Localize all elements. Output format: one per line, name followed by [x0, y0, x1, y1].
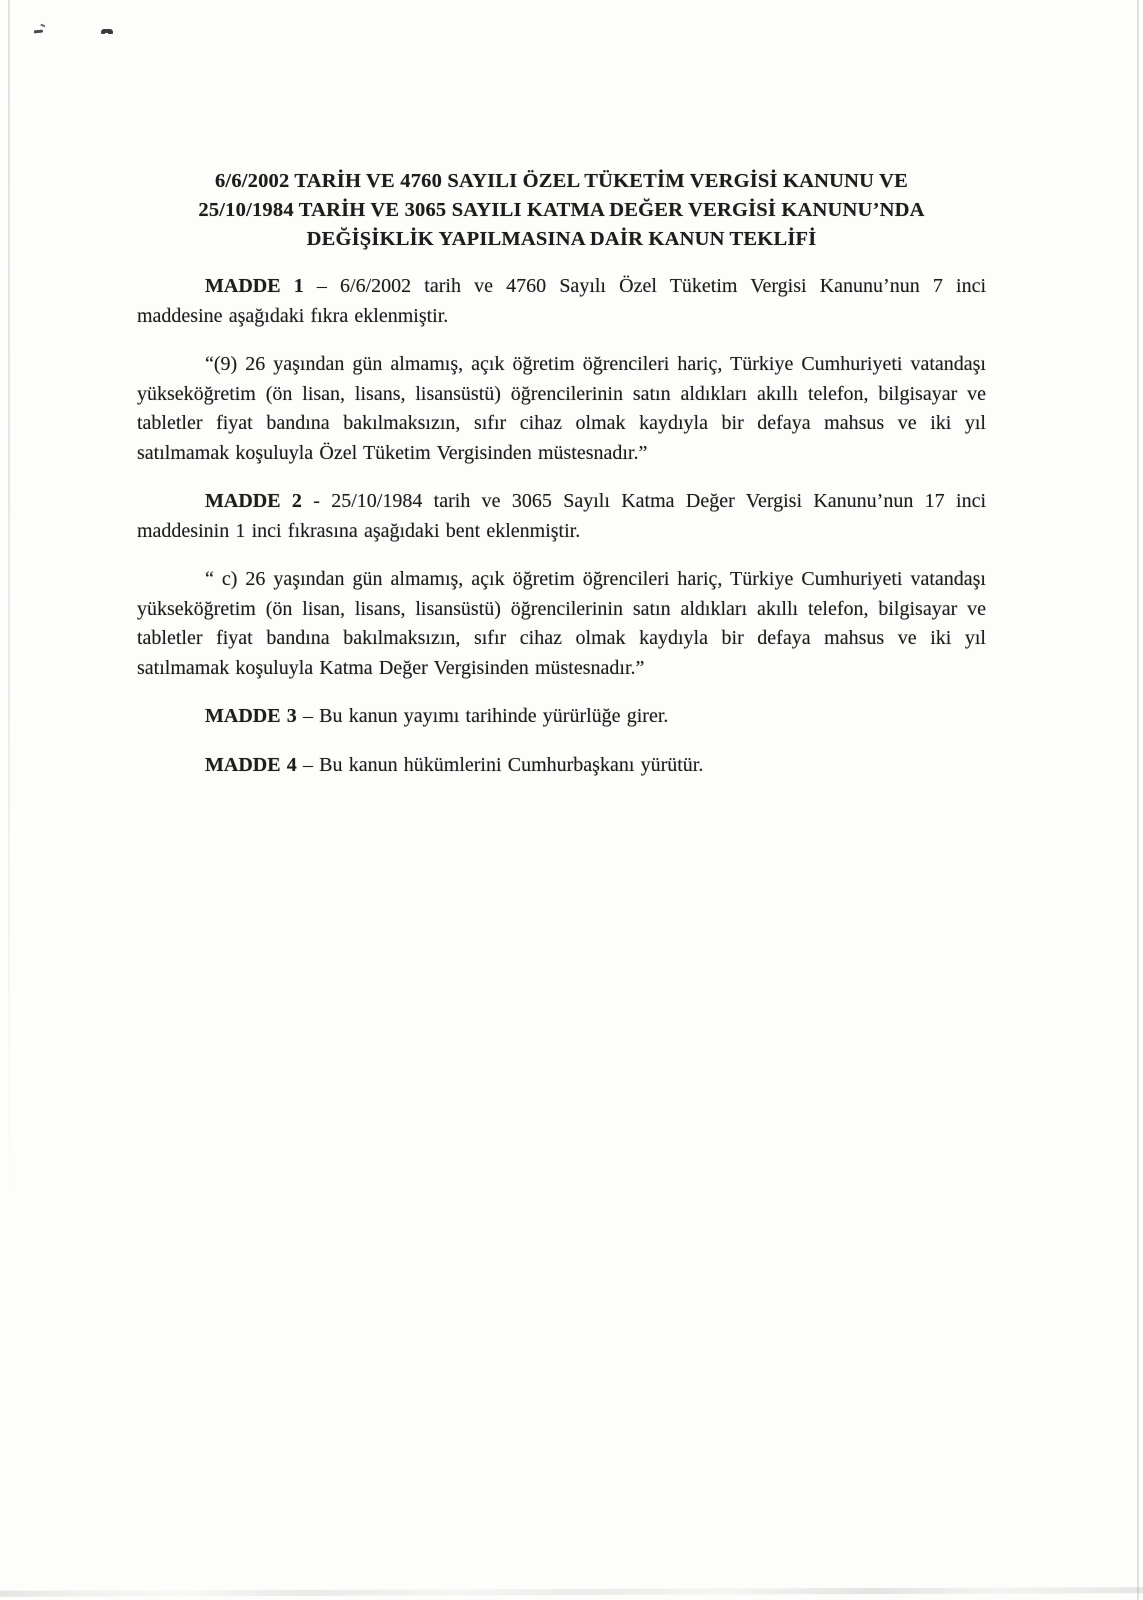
article-madde-2-text: - 25/10/1984 tarih ve 3065 Sayılı Katma Değer Vergisi Kanunu’nun 17 inci maddesinin 1 inci fıkrasına aşağıdaki bent eklenmiştir.: [137, 490, 986, 542]
title-line-1: 6/6/2002 TARİH VE 4760 SAYILI ÖZEL TÜKETİM VERGİSİ KANUNU VE: [214, 170, 909, 192]
document-body: [137, 167, 986, 799]
article-madde-4: [137, 751, 986, 781]
article-madde-2: [137, 487, 986, 546]
title-line-3: DEĞİŞİKLİK YAPILMASINA DAİR KANUN TEKLİFİ: [306, 228, 817, 250]
quoted-provision-kdv-text: “ c) 26 yaşından gün almamış, açık öğretim öğrencileri hariç, Türkiye Cumhuriyeti vatandaşı yükseköğretim (ön lisan, lisans, lisansüstü) öğrencilerinin satın aldıkları akıllı telefon, bilgisayar ve tabletler fiyat bandına bakılmaksızın, sıfır cihaz olmak kaydıyla bir defaya mahsus ve iki yıl satılmamak koşuluyla Katma Değer Vergisinden müstesnadır.”: [137, 568, 986, 679]
scan-speck-artifact: [34, 30, 43, 34]
article-madde-3-text: – Bu kanun yayımı tarihinde yürürlüğe girer.: [296, 705, 669, 727]
article-madde-1-label: MADDE 1: [205, 275, 304, 297]
quoted-provision-otv: [137, 350, 986, 468]
article-madde-3-label: MADDE 3: [205, 705, 297, 727]
article-madde-1-text: – 6/6/2002 tarih ve 4760 Sayılı Özel Tüketim Vergisi Kanunu’nun 7 inci maddesine aşağıdaki fıkra eklenmiştir.: [137, 275, 987, 327]
article-madde-2-label: MADDE 2: [205, 490, 302, 512]
article-madde-4-text: – Bu kanun hükümlerini Cumhurbaşkanı yürütür.: [296, 753, 704, 776]
scan-edge-shadow-right: [1137, 0, 1139, 1600]
quoted-provision-otv-text: “(9) 26 yaşından gün almamış, açık öğretim öğrencileri hariç, Türkiye Cumhuriyeti vatandaşı yükseköğretim (ön lisan, lisans, lisansüstü) öğrencilerinin satın aldıkları akıllı telefon, bilgisayar ve tabletler fiyat bandına bakılmaksızın, sıfır cihaz olmak kaydıyla bir defaya mahsus ve iki yıl satılmamak koşuluyla Özel Tüketim Vergisinden müstesnadır.”: [137, 353, 986, 464]
scan-edge-shadow-left: [8, 0, 10, 1200]
article-madde-4-label: MADDE 4: [205, 753, 297, 776]
page-bottom-edge-shadow: [0, 1587, 1143, 1597]
title-line-2: 25/10/1984 TARİH VE 3065 SAYILI KATMA DEĞER VERGİSİ KANUNU’NDA: [198, 199, 925, 221]
scan-speck-artifact: [101, 29, 113, 34]
quoted-provision-kdv: [137, 565, 986, 683]
article-madde-1: [137, 272, 986, 331]
article-madde-3: [137, 702, 986, 732]
document-title: [137, 167, 986, 254]
